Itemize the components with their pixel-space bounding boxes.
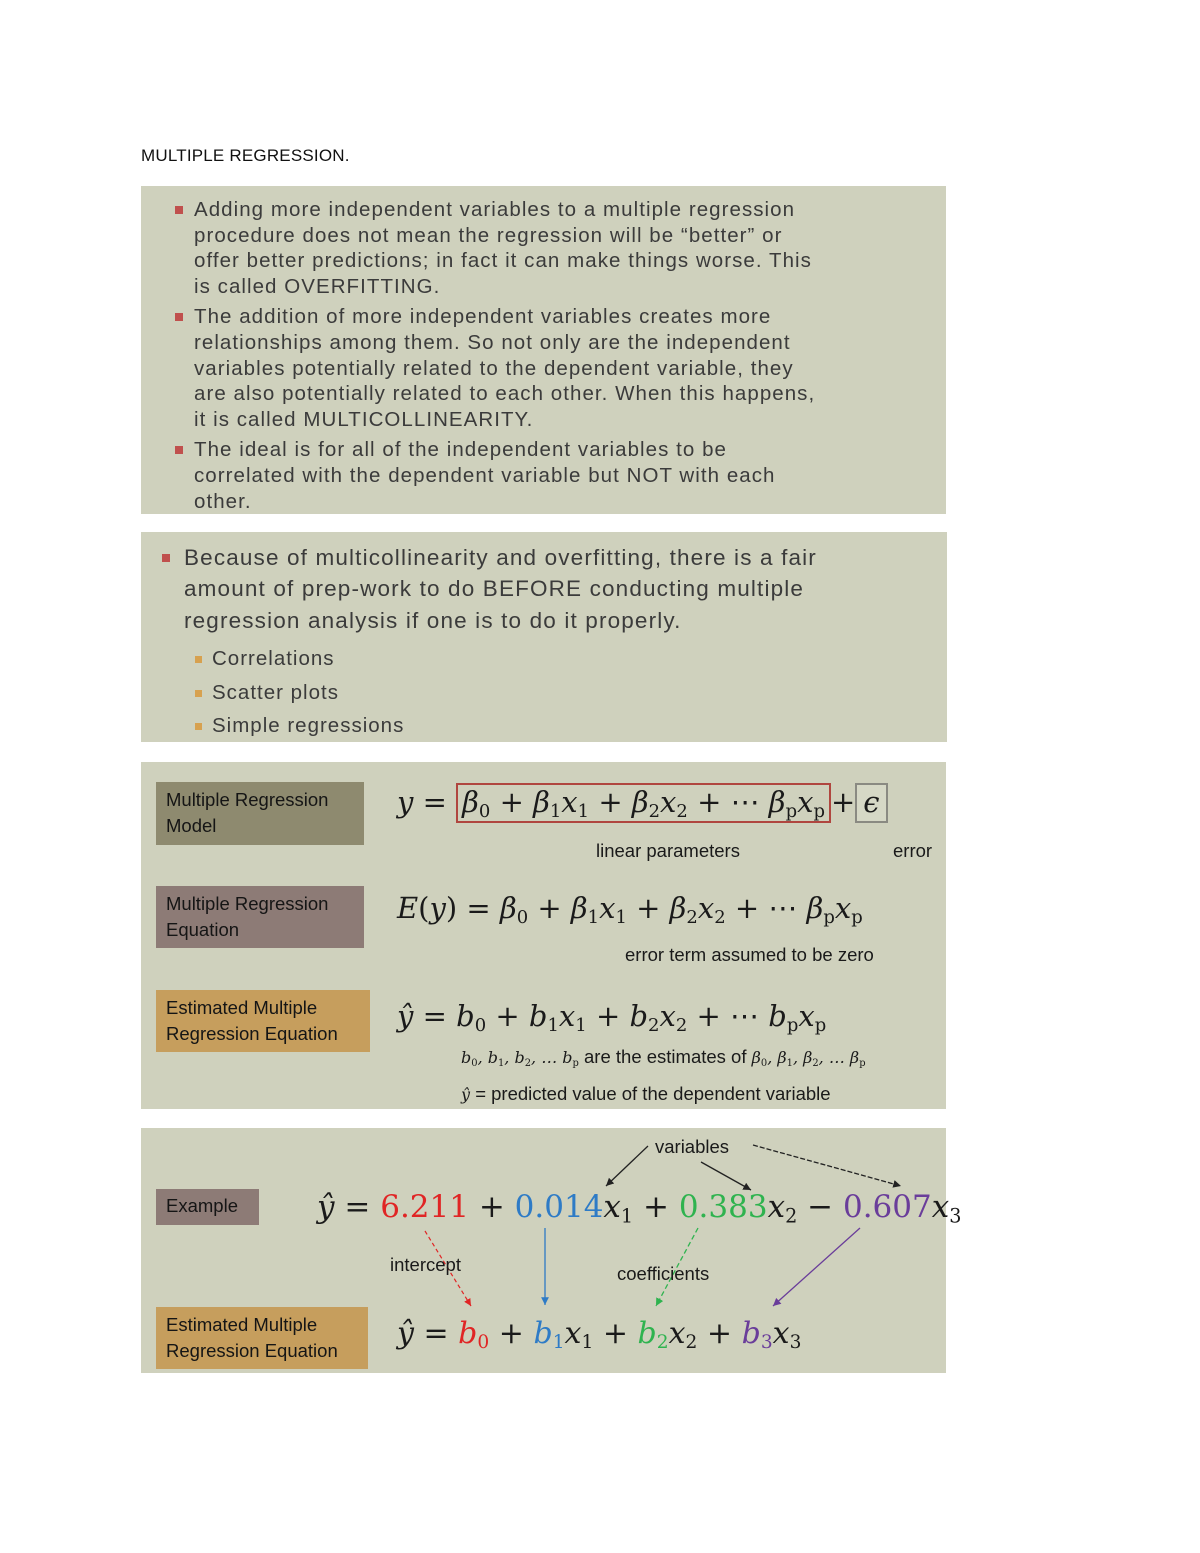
square-bullet-icon — [162, 554, 170, 562]
square-bullet-icon — [195, 723, 202, 730]
estimated-label: Estimated Multiple Regression Equation — [156, 990, 370, 1052]
square-bullet-icon — [175, 313, 183, 321]
document-title: MULTIPLE REGRESSION. — [141, 146, 350, 165]
error-caption: error — [893, 840, 933, 861]
bullet-ideal: The ideal is for all of the independent variables to be correlated with the dependent variable but NOT with each other. — [174, 437, 815, 514]
main-bullet — [161, 542, 817, 636]
square-bullet-icon — [195, 690, 202, 697]
estimated-example-label: Estimated Multiple Regression Equation — [156, 1307, 368, 1369]
example-equation: ŷ = $6.211 + 0.014x_1 + 0.383x_2 - 0.607x_3$ — [317, 1189, 962, 1228]
equation-label: Multiple Regression Equation — [156, 886, 364, 948]
square-bullet-icon — [175, 206, 183, 214]
b2-value: 0.383 — [678, 1189, 768, 1225]
b3-arrow — [773, 1228, 860, 1306]
variables-arrow-x3 — [753, 1145, 901, 1186]
intercept-value: 6.211 — [380, 1189, 469, 1225]
regression-model-formula: $y = \beta_0 + \beta_1x_1 + \beta_2x_2$ + ⋯ $\beta_px_p + \epsilon$ — [397, 782, 888, 832]
overfitting-slide — [141, 186, 946, 514]
variables-arrow-x1 — [606, 1146, 648, 1186]
intercept-caption: intercept — [390, 1254, 461, 1275]
b3-value: 0.607 — [842, 1189, 932, 1225]
square-bullet-icon — [195, 656, 202, 663]
sub-item-correlations: Correlations — [195, 642, 404, 676]
bullet-prep-work: Because of multicollinearity and overfitting, there is a fair amount of prep-work to do BEFORE conducting multiple regression analysis if one is to do it properly. — [161, 542, 817, 636]
bullet-multicollinearity: The addition of more independent variables creates more relationships among them. So not only are the independent variables potentially related to the dependent variable, they are also potentially related to each other. When this happens, it is called MULTICOLLINEARITY. — [174, 304, 815, 432]
b1-value: 0.014 — [514, 1189, 604, 1225]
regression-equation-formula: $E(y) = \beta_0 + \beta_1x_1 + \beta_2x_2$ + ⋯ $\beta_px_p$ — [397, 891, 863, 929]
coefficients-caption: coefficients — [617, 1263, 710, 1284]
sub-bullet-list — [195, 642, 404, 743]
sub-item-scatter-plots: Scatter plots — [195, 676, 404, 710]
bullet-overfitting: Adding more independent variables to a multiple regression procedure does not mean the regression will be “better” or offer better predictions; in fact it can make things worse. This is called OVERFITTING. — [174, 197, 815, 299]
predicted-caption-line: ŷ = predicted value of the dependent variable — [461, 1083, 831, 1104]
equations-slide — [141, 762, 946, 1109]
estimated-equation-formula: ŷ = $b_0 + b_1x_1 + b_2x_2$ + ⋯ $b_px_p$ — [397, 999, 827, 1037]
model-label: Multiple Regression Model — [156, 782, 364, 845]
estimates-caption-line: $b_0$, $b_1$, $b_2$, … $b_p$ are the estimates of $\beta_0$, $\beta_1$, $\beta_2$, … $\beta_p$ — [461, 1046, 866, 1069]
example-label: Example — [156, 1189, 259, 1225]
square-bullet-icon — [175, 446, 183, 454]
prep-work-slide — [141, 532, 947, 742]
linear-parameters-caption: linear parameters — [596, 840, 740, 861]
variables-caption: variables — [655, 1136, 730, 1157]
error-zero-caption: error term assumed to be zero — [625, 944, 874, 965]
example-slide — [141, 1128, 962, 1373]
general-estimated-equation: ŷ = $b_0 + b_1x_1 + b_2x_2 + b_3x_3$ — [397, 1316, 802, 1354]
bullet-list — [174, 197, 815, 519]
sub-item-simple-regressions: Simple regressions — [195, 709, 404, 743]
